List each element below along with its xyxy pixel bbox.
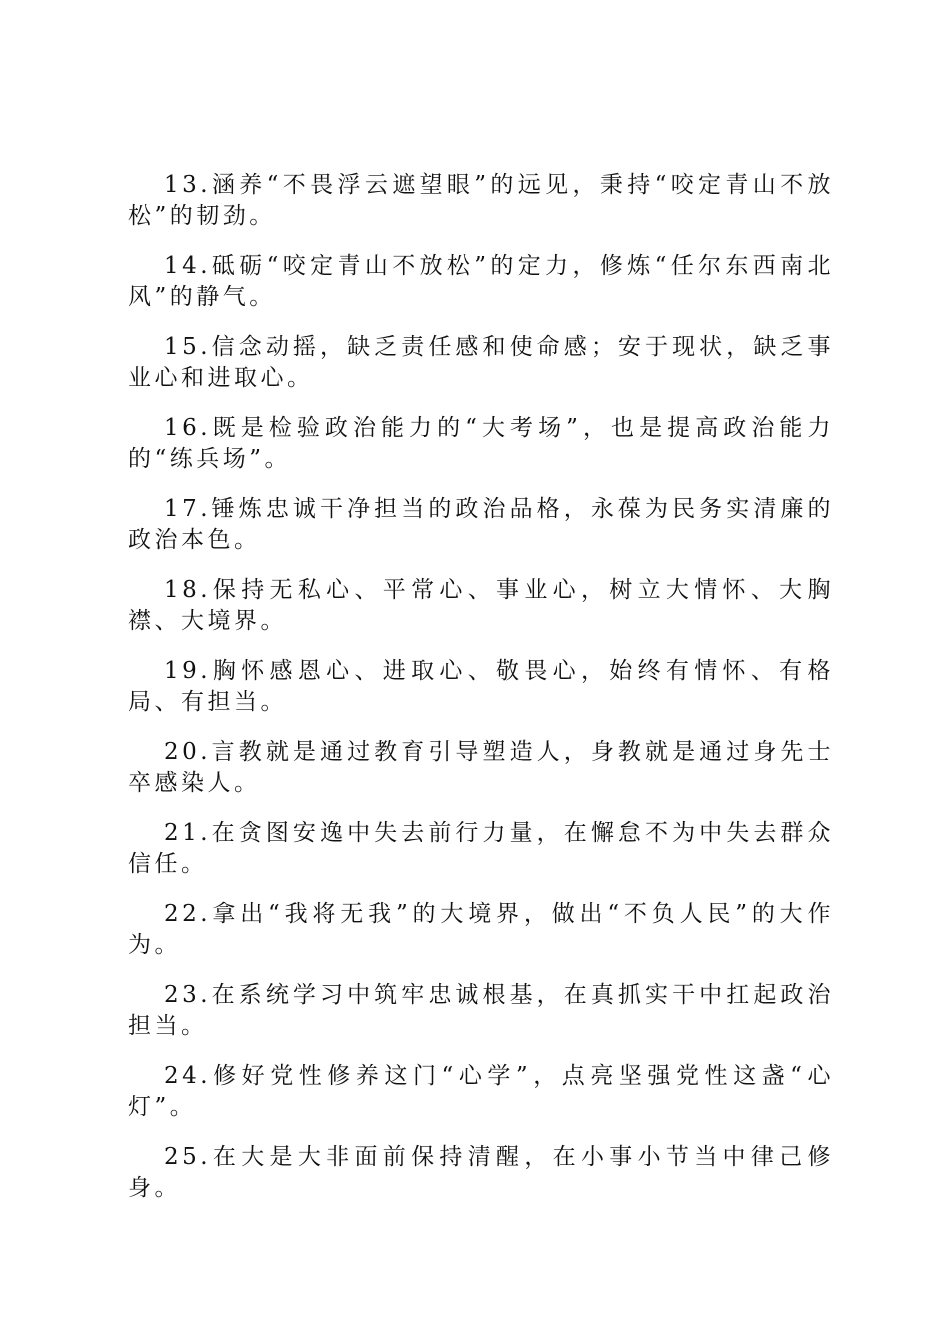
list-item: 13.涵养“不畏浮云遮望眼”的远见，秉持“咬定青山不放松”的韧劲。 [128,172,834,229]
list-item: 24.修好党性修养这门“心学”，点亮坚强党性这盏“心灯”。 [128,1063,834,1120]
list-item: 22.拿出“我将无我”的大境界，做出“不负人民”的大作为。 [128,901,834,958]
list-item: 19.胸怀感恩心、进取心、敬畏心，始终有情怀、有格局、有担当。 [128,658,834,715]
list-item: 14.砥砺“咬定青山不放松”的定力，修炼“任尔东西南北风”的静气。 [128,253,834,310]
list-item: 20.言教就是通过教育引导塑造人，身教就是通过身先士卒感染人。 [128,739,834,796]
list-item: 16.既是检验政治能力的“大考场”，也是提高政治能力的“练兵场”。 [128,415,834,472]
list-item: 25.在大是大非面前保持清醒，在小事小节当中律己修身。 [128,1144,834,1201]
list-item: 21.在贪图安逸中失去前行力量，在懈怠不为中失去群众信任。 [128,820,834,877]
list-item: 18.保持无私心、平常心、事业心，树立大情怀、大胸襟、大境界。 [128,577,834,634]
list-item: 15.信念动摇，缺乏责任感和使命感；安于现状，缺乏事业心和进取心。 [128,334,834,391]
document-body [128,170,834,1223]
list-item: 17.锤炼忠诚干净担当的政治品格，永葆为民务实清廉的政治本色。 [128,496,834,553]
list-item: 23.在系统学习中筑牢忠诚根基，在真抓实干中扛起政治担当。 [128,982,834,1039]
